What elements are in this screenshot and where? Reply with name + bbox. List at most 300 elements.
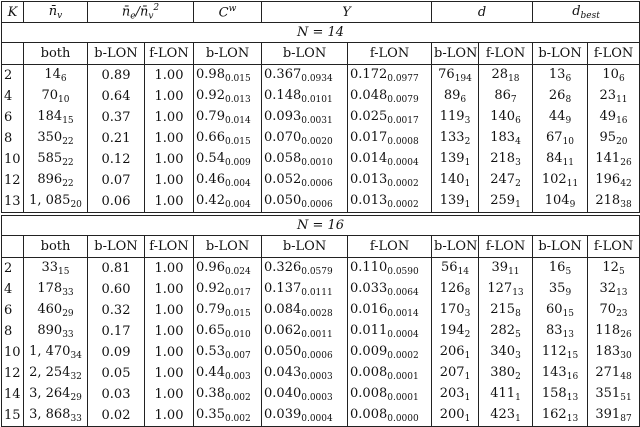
table-cell	[432, 384, 479, 405]
table-row	[2, 279, 640, 300]
cell-stddev: 0.0028	[301, 309, 333, 319]
cell-mean: 0.016	[350, 302, 388, 317]
cell-stddev: 0.0006	[301, 200, 333, 210]
cell-mean: 200	[439, 407, 465, 422]
cell-mean: 126	[439, 281, 465, 296]
table-cell	[24, 191, 88, 214]
cell-stddev: 0.014	[224, 116, 251, 126]
cell-mean: 0.110	[350, 260, 388, 275]
cell-stddev: 0.0006	[301, 179, 333, 189]
table-cell: 1.00	[145, 149, 194, 170]
cell-stddev: 5	[565, 267, 572, 277]
cell-stddev: 0.010	[224, 330, 251, 340]
k-cell: 6	[2, 300, 24, 321]
cell-stddev: 15	[58, 267, 70, 277]
cell-stddev: 1	[464, 372, 471, 382]
cell-stddev: 0.013	[224, 95, 251, 105]
k-cell: 4	[2, 86, 24, 107]
cell-stddev: 1	[464, 158, 471, 168]
table-cell	[479, 258, 533, 280]
table-cell	[348, 107, 432, 128]
table-cell	[588, 149, 640, 170]
table-row	[2, 128, 640, 149]
cell-mean: 104	[544, 193, 570, 208]
table-cell	[24, 128, 88, 149]
header-superscript: w	[228, 3, 237, 14]
cell-mean: 95	[599, 130, 617, 145]
cell-stddev: 34	[70, 351, 82, 361]
table-cell: 0.05	[88, 363, 145, 384]
cell-stddev: 11	[616, 95, 628, 105]
table-cell	[194, 128, 262, 149]
table-cell	[479, 170, 533, 191]
table-cell: 0.03	[88, 384, 145, 405]
table-cell: 0.21	[88, 128, 145, 149]
cell-stddev: 2	[515, 372, 521, 382]
cell-mean: 112	[541, 344, 567, 359]
cell-mean: 0.017	[350, 130, 388, 145]
header-text: d	[572, 3, 581, 19]
cell-stddev: 10	[562, 137, 575, 147]
cell-stddev: 29	[70, 393, 82, 403]
table-cell	[588, 258, 640, 280]
table-cell	[348, 384, 432, 405]
table-cell	[262, 107, 348, 128]
section-row	[2, 23, 640, 43]
table-cell	[24, 300, 88, 321]
cell-mean: 890	[37, 323, 63, 338]
subheader-cell: f-LON	[348, 43, 432, 65]
cell-stddev: 0.0017	[387, 116, 419, 126]
cell-mean: 282	[490, 323, 516, 338]
table-cell	[533, 321, 588, 342]
table-cell	[479, 191, 533, 214]
table-cell	[533, 128, 588, 149]
header-subscript: v	[57, 10, 63, 21]
column-header	[262, 2, 432, 23]
table-cell	[194, 65, 262, 87]
subheader-cell: both	[24, 43, 88, 65]
cell-mean: 12	[602, 260, 619, 275]
cell-mean: 247	[490, 172, 516, 187]
table-cell	[262, 384, 348, 405]
cell-stddev: 7	[510, 95, 517, 105]
cell-stddev: 11	[562, 158, 575, 168]
table-cell	[432, 107, 479, 128]
cell-stddev: 1	[464, 200, 471, 210]
cell-mean: 0.008	[350, 407, 388, 422]
cell-stddev: 4	[515, 137, 521, 147]
column-header	[533, 2, 640, 23]
table-cell	[348, 405, 432, 427]
table-cell	[479, 321, 533, 342]
header-text: n̄	[121, 4, 131, 20]
cell-stddev: 22	[62, 137, 74, 147]
cell-mean: 0.137	[264, 281, 302, 296]
column-header	[194, 2, 262, 23]
cell-stddev: 3	[515, 158, 521, 168]
cell-mean: 215	[490, 302, 516, 317]
cell-stddev: 1	[464, 393, 471, 403]
header-text: d	[477, 4, 487, 20]
cell-mean: 67	[546, 130, 563, 145]
cell-stddev: 0.0001	[387, 372, 419, 382]
table-cell	[588, 86, 640, 107]
table-cell: 1.00	[145, 300, 194, 321]
cell-stddev: 0.015	[224, 309, 251, 319]
cell-mean: 3, 868	[29, 407, 71, 422]
cell-mean: 33	[41, 260, 59, 275]
cell-mean: 0.093	[264, 109, 302, 124]
table-cell	[194, 170, 262, 191]
column-header	[2, 2, 24, 23]
cell-mean: 14	[44, 67, 61, 82]
cell-mean: 44	[548, 109, 566, 124]
subheader-cell: b-LON	[432, 43, 479, 65]
cell-stddev: 3	[464, 309, 471, 319]
cell-stddev: 0.0934	[301, 74, 333, 84]
cell-stddev: 0.015	[224, 74, 251, 84]
table-cell	[533, 279, 588, 300]
subheader-row	[2, 43, 640, 65]
cell-mean: 0.048	[350, 88, 388, 103]
table-cell	[262, 321, 348, 342]
cell-mean: 0.44	[196, 365, 225, 380]
cell-stddev: 13	[566, 414, 579, 424]
table-cell	[348, 342, 432, 363]
cell-mean: 0.53	[196, 344, 225, 359]
cell-mean: 1, 085	[29, 193, 71, 208]
cell-stddev: 15	[562, 309, 575, 319]
cell-stddev: 22	[62, 158, 74, 168]
cell-stddev: 0.0011	[301, 330, 333, 340]
cell-stddev: 13	[566, 393, 579, 403]
header-text: Y	[342, 4, 351, 20]
cell-stddev: 5	[515, 330, 521, 340]
cell-stddev: 87	[620, 414, 632, 424]
table-cell	[588, 107, 640, 128]
cell-mean: 194	[439, 323, 465, 338]
table-cell	[479, 86, 533, 107]
table-cell	[194, 149, 262, 170]
cell-mean: 0.008	[350, 365, 388, 380]
cell-mean: 0.54	[196, 151, 225, 166]
cell-mean: 0.008	[350, 386, 388, 401]
table-cell	[588, 384, 640, 405]
table-cell	[194, 300, 262, 321]
table-cell	[588, 279, 640, 300]
k-cell: 8	[2, 128, 24, 149]
cell-mean: 60	[546, 302, 563, 317]
cell-stddev: 26	[620, 158, 632, 168]
cell-mean: 76	[438, 67, 455, 82]
header-subscript: best	[580, 10, 600, 21]
cell-mean: 183	[490, 130, 516, 145]
section-row	[2, 214, 640, 236]
cell-mean: 218	[595, 193, 621, 208]
table-cell: 0.60	[88, 279, 145, 300]
table-cell: 1.00	[145, 107, 194, 128]
cell-stddev: 8	[565, 95, 572, 105]
subheader-cell: b-LON	[262, 43, 348, 65]
table-cell	[262, 258, 348, 280]
cell-stddev: 29	[62, 309, 74, 319]
k-cell: 10	[2, 342, 24, 363]
table-cell	[24, 363, 88, 384]
cell-mean: 0.65	[196, 323, 225, 338]
cell-mean: 32	[599, 281, 617, 296]
cell-mean: 380	[490, 365, 516, 380]
table-cell: 1.00	[145, 321, 194, 342]
cell-mean: 0.058	[264, 151, 302, 166]
cell-mean: 0.033	[350, 281, 388, 296]
section-label: N = 14	[2, 23, 640, 43]
cell-stddev: 0.002	[224, 393, 251, 403]
k-cell: 2	[2, 65, 24, 87]
table-cell: 0.07	[88, 170, 145, 191]
cell-stddev: 8	[515, 309, 521, 319]
table-cell: 0.17	[88, 321, 145, 342]
cell-mean: 26	[548, 88, 566, 103]
cell-mean: 86	[494, 88, 511, 103]
cell-mean: 0.025	[350, 109, 388, 124]
table-cell	[432, 405, 479, 427]
table-cell	[194, 86, 262, 107]
cell-stddev: 11	[566, 179, 579, 189]
header-text: C	[218, 5, 229, 21]
cell-mean: 16	[548, 260, 566, 275]
table-cell	[432, 279, 479, 300]
subheader-cell: b-LON	[194, 236, 262, 258]
table-cell	[533, 149, 588, 170]
table-cell	[24, 170, 88, 191]
cell-mean: 351	[595, 386, 621, 401]
cell-mean: 0.367	[264, 67, 302, 82]
cell-mean: 127	[487, 281, 513, 296]
cell-mean: 0.050	[264, 344, 302, 359]
cell-mean: 0.014	[350, 151, 388, 166]
table-cell	[432, 300, 479, 321]
cell-mean: 70	[599, 302, 617, 317]
cell-mean: 0.96	[196, 260, 225, 275]
cell-stddev: 5	[618, 267, 625, 277]
table-cell: 0.89	[88, 65, 145, 87]
column-header	[24, 2, 88, 23]
table-cell	[479, 279, 533, 300]
table-cell: 0.64	[88, 86, 145, 107]
cell-mean: 271	[595, 365, 621, 380]
cell-mean: 89	[443, 88, 461, 103]
table-cell: 0.37	[88, 107, 145, 128]
cell-mean: 0.070	[264, 130, 302, 145]
cell-mean: 0.013	[350, 193, 388, 208]
table-cell	[24, 384, 88, 405]
cell-mean: 39	[491, 260, 509, 275]
table-cell: 0.81	[88, 258, 145, 280]
table-cell: 1.00	[145, 65, 194, 87]
cell-stddev: 1	[464, 414, 471, 424]
table-cell	[262, 191, 348, 214]
cell-stddev: 0.0003	[301, 372, 333, 382]
header-text: /n̄	[135, 4, 149, 20]
table-cell: 0.12	[88, 149, 145, 170]
cell-stddev: 0.0111	[301, 288, 333, 298]
table-cell	[348, 149, 432, 170]
cell-mean: 0.35	[196, 407, 225, 422]
table-cell: 1.00	[145, 258, 194, 280]
cell-stddev: 0.002	[224, 414, 251, 424]
table-cell	[262, 363, 348, 384]
k-cell: 4	[2, 279, 24, 300]
cell-stddev: 0.0003	[301, 393, 333, 403]
k-cell: 8	[2, 321, 24, 342]
cell-stddev: 48	[620, 372, 632, 382]
table-row	[2, 65, 640, 87]
table-cell	[588, 321, 640, 342]
table-cell	[432, 149, 479, 170]
table-cell	[479, 300, 533, 321]
cell-mean: 140	[490, 109, 516, 124]
cell-stddev: 16	[566, 372, 579, 382]
cell-mean: 0.98	[196, 67, 225, 82]
cell-stddev: 0.017	[224, 288, 251, 298]
table-cell	[262, 170, 348, 191]
column-header	[432, 2, 533, 23]
table-cell	[479, 342, 533, 363]
table-row	[2, 170, 640, 191]
table-cell: 0.09	[88, 342, 145, 363]
cell-stddev: 14	[457, 267, 470, 277]
cell-mean: 10	[602, 67, 619, 82]
cell-mean: 0.013	[350, 172, 388, 187]
table-row	[2, 149, 640, 170]
cell-stddev: 0.0002	[387, 179, 419, 189]
cell-mean: 28	[491, 67, 509, 82]
table-cell	[479, 405, 533, 427]
cell-stddev: 0.004	[224, 179, 251, 189]
cell-stddev: 0.0008	[387, 137, 419, 147]
cell-stddev: 2	[464, 137, 471, 147]
table-cell	[262, 279, 348, 300]
table-cell	[479, 107, 533, 128]
table-row	[2, 342, 640, 363]
cell-mean: 203	[439, 386, 465, 401]
cell-mean: 259	[490, 193, 516, 208]
table-cell	[588, 405, 640, 427]
table-cell	[533, 65, 588, 87]
cell-mean: 196	[595, 172, 621, 187]
header-subscript: e	[130, 11, 136, 22]
table-cell	[533, 384, 588, 405]
cell-mean: 183	[595, 344, 621, 359]
cell-stddev: 8	[464, 288, 471, 298]
table-cell: 1.00	[145, 363, 194, 384]
header-superscript: 2	[153, 2, 160, 13]
cell-stddev: 6	[460, 95, 467, 105]
table-cell	[432, 363, 479, 384]
table-cell	[262, 342, 348, 363]
table-cell	[194, 258, 262, 280]
cell-mean: 207	[439, 365, 465, 380]
table-cell: 1.00	[145, 191, 194, 214]
cell-stddev: 9	[565, 288, 572, 298]
table-cell	[348, 279, 432, 300]
k-cell: 6	[2, 107, 24, 128]
table-cell	[24, 342, 88, 363]
cell-mean: 56	[441, 260, 458, 275]
cell-stddev: 33	[70, 414, 82, 424]
cell-stddev: 26	[620, 330, 632, 340]
cell-stddev: 1	[464, 351, 471, 361]
table-cell	[588, 300, 640, 321]
table-cell	[479, 149, 533, 170]
table-cell: 1.00	[145, 279, 194, 300]
table-cell	[479, 363, 533, 384]
cell-stddev: 2	[464, 330, 471, 340]
k-cell: 2	[2, 258, 24, 280]
cell-stddev: 0.0006	[301, 351, 333, 361]
table-cell	[432, 65, 479, 87]
cell-mean: 2, 254	[29, 365, 71, 380]
cell-mean: 0.052	[264, 172, 302, 187]
cell-mean: 896	[37, 172, 63, 187]
cell-stddev: 1	[515, 393, 521, 403]
table-cell	[533, 258, 588, 280]
cell-stddev: 0.0064	[387, 288, 419, 298]
cell-mean: 0.79	[196, 302, 225, 317]
table-cell	[194, 342, 262, 363]
table-cell	[24, 321, 88, 342]
cell-stddev: 0.015	[224, 137, 251, 147]
cell-stddev: 6	[60, 74, 67, 84]
cell-stddev: 33	[62, 288, 74, 298]
k-cell: 12	[2, 363, 24, 384]
cell-mean: 0.42	[196, 193, 225, 208]
cell-mean: 0.46	[196, 172, 225, 187]
cell-stddev: 0.0000	[387, 414, 419, 424]
table-row	[2, 258, 640, 280]
cell-stddev: 0.0079	[387, 95, 419, 105]
table-cell	[194, 191, 262, 214]
table-cell	[262, 300, 348, 321]
table-cell	[432, 191, 479, 214]
table-cell	[348, 191, 432, 214]
results-table	[1, 1, 640, 427]
table-cell: 1.00	[145, 405, 194, 427]
cell-mean: 206	[439, 344, 465, 359]
cell-mean: 411	[490, 386, 516, 401]
table-cell	[348, 86, 432, 107]
table-row	[2, 384, 640, 405]
table-cell	[194, 321, 262, 342]
cell-mean: 178	[37, 281, 63, 296]
table-cell	[348, 170, 432, 191]
subheader-cell: b-LON	[88, 236, 145, 258]
table-row	[2, 300, 640, 321]
cell-mean: 84	[546, 151, 563, 166]
table-cell: 1.00	[145, 86, 194, 107]
table-cell	[262, 86, 348, 107]
cell-stddev: 1	[515, 200, 521, 210]
cell-mean: 460	[37, 302, 63, 317]
cell-stddev: 0.0579	[301, 267, 333, 277]
cell-stddev: 0.003	[224, 372, 251, 382]
cell-stddev: 13	[616, 288, 628, 298]
cell-stddev: 194	[454, 74, 472, 84]
table-cell	[24, 258, 88, 280]
cell-stddev: 1	[515, 414, 521, 424]
cell-mean: 139	[439, 193, 465, 208]
